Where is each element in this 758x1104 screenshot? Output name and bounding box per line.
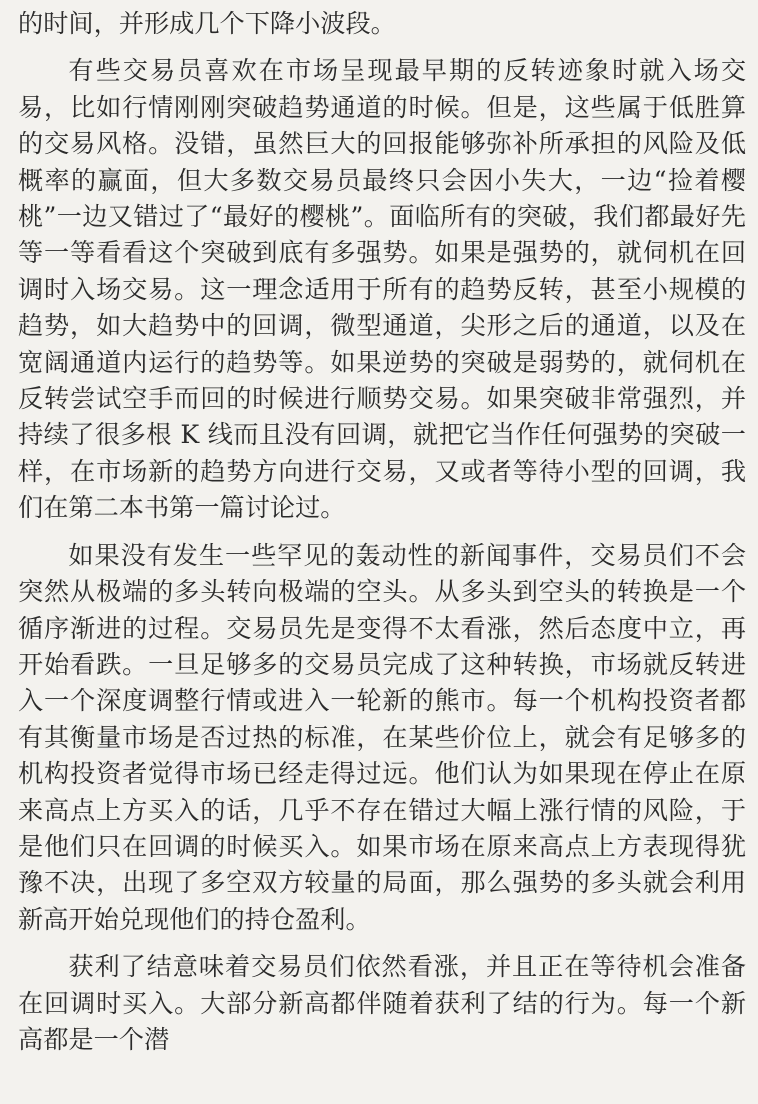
paragraph-profit-taking: 获利了结意味着交易员们依然看涨，并且正在等待机会准备在回调时买入。大部分新高都伴随着获利了结的行为。每一个新高都是一个潜 xyxy=(18,952,746,1054)
paragraph-continuation: 的时间，并形成几个下降小波段。 xyxy=(18,9,396,38)
paragraph-early-reversal-entry: 有些交易员喜欢在市场呈现最早期的反转迹象时就入场交易，比如行情刚刚突破趋势通道的时候。但是，这些属于低胜算的交易风格。没错，虽然巨大的回报能够弥补所承担的风险及低概率的赢面，但大多数交易员最终只会因小失大，一边“捡着樱桃”一边又错过了“最好的樱桃”。面临所有的突破，我们都最好先等一等看看这个突破到底有多强势。如果是强势的，就伺机在回调时入场交易。这一理念适用于所有的趋势反转，甚至小规模的趋势，如大趋势中的回调，微型通道，尖形之后的通道，以及在宽阔通道内运行的趋势等。如果逆势的突破是弱势的，就伺机在反转尝试空手而回的时候进行顺势交易。如果突破非常强烈，并持续了很多根 K 线而且没有回调，就把它当作任何强势的突破一样，在市场新的趋势方向进行交易，又或者等待小型的回调，我们在第二本书第一篇讨论过。 xyxy=(18,56,746,523)
paragraph-bull-to-bear-transition: 如果没有发生一些罕见的轰动性的新闻事件，交易员们不会突然从极端的多头转向极端的空头。从多头到空头的转换是一个循序渐进的过程。交易员先是变得不太看涨，然后态度中立，再开始看跌。一旦足够多的交易员完成了这种转换，市场就反转进入一个深度调整行情或进入一轮新的熊市。每一个机构投资者都有其衡量市场是否过热的标准，在某些价位上，就会有足够多的机构投资者觉得市场已经走得过远。他们认为如果现在停止在原来高点上方买入的话，几乎不存在错过大幅上涨行情的风险，于是他们只在回调的时候买入。如果市场在原来高点上方表现得犹豫不决，出现了多空双方较量的局面，那么强势的多头就会利用新高开始兑现他们的持仓盈利。 xyxy=(18,540,746,934)
